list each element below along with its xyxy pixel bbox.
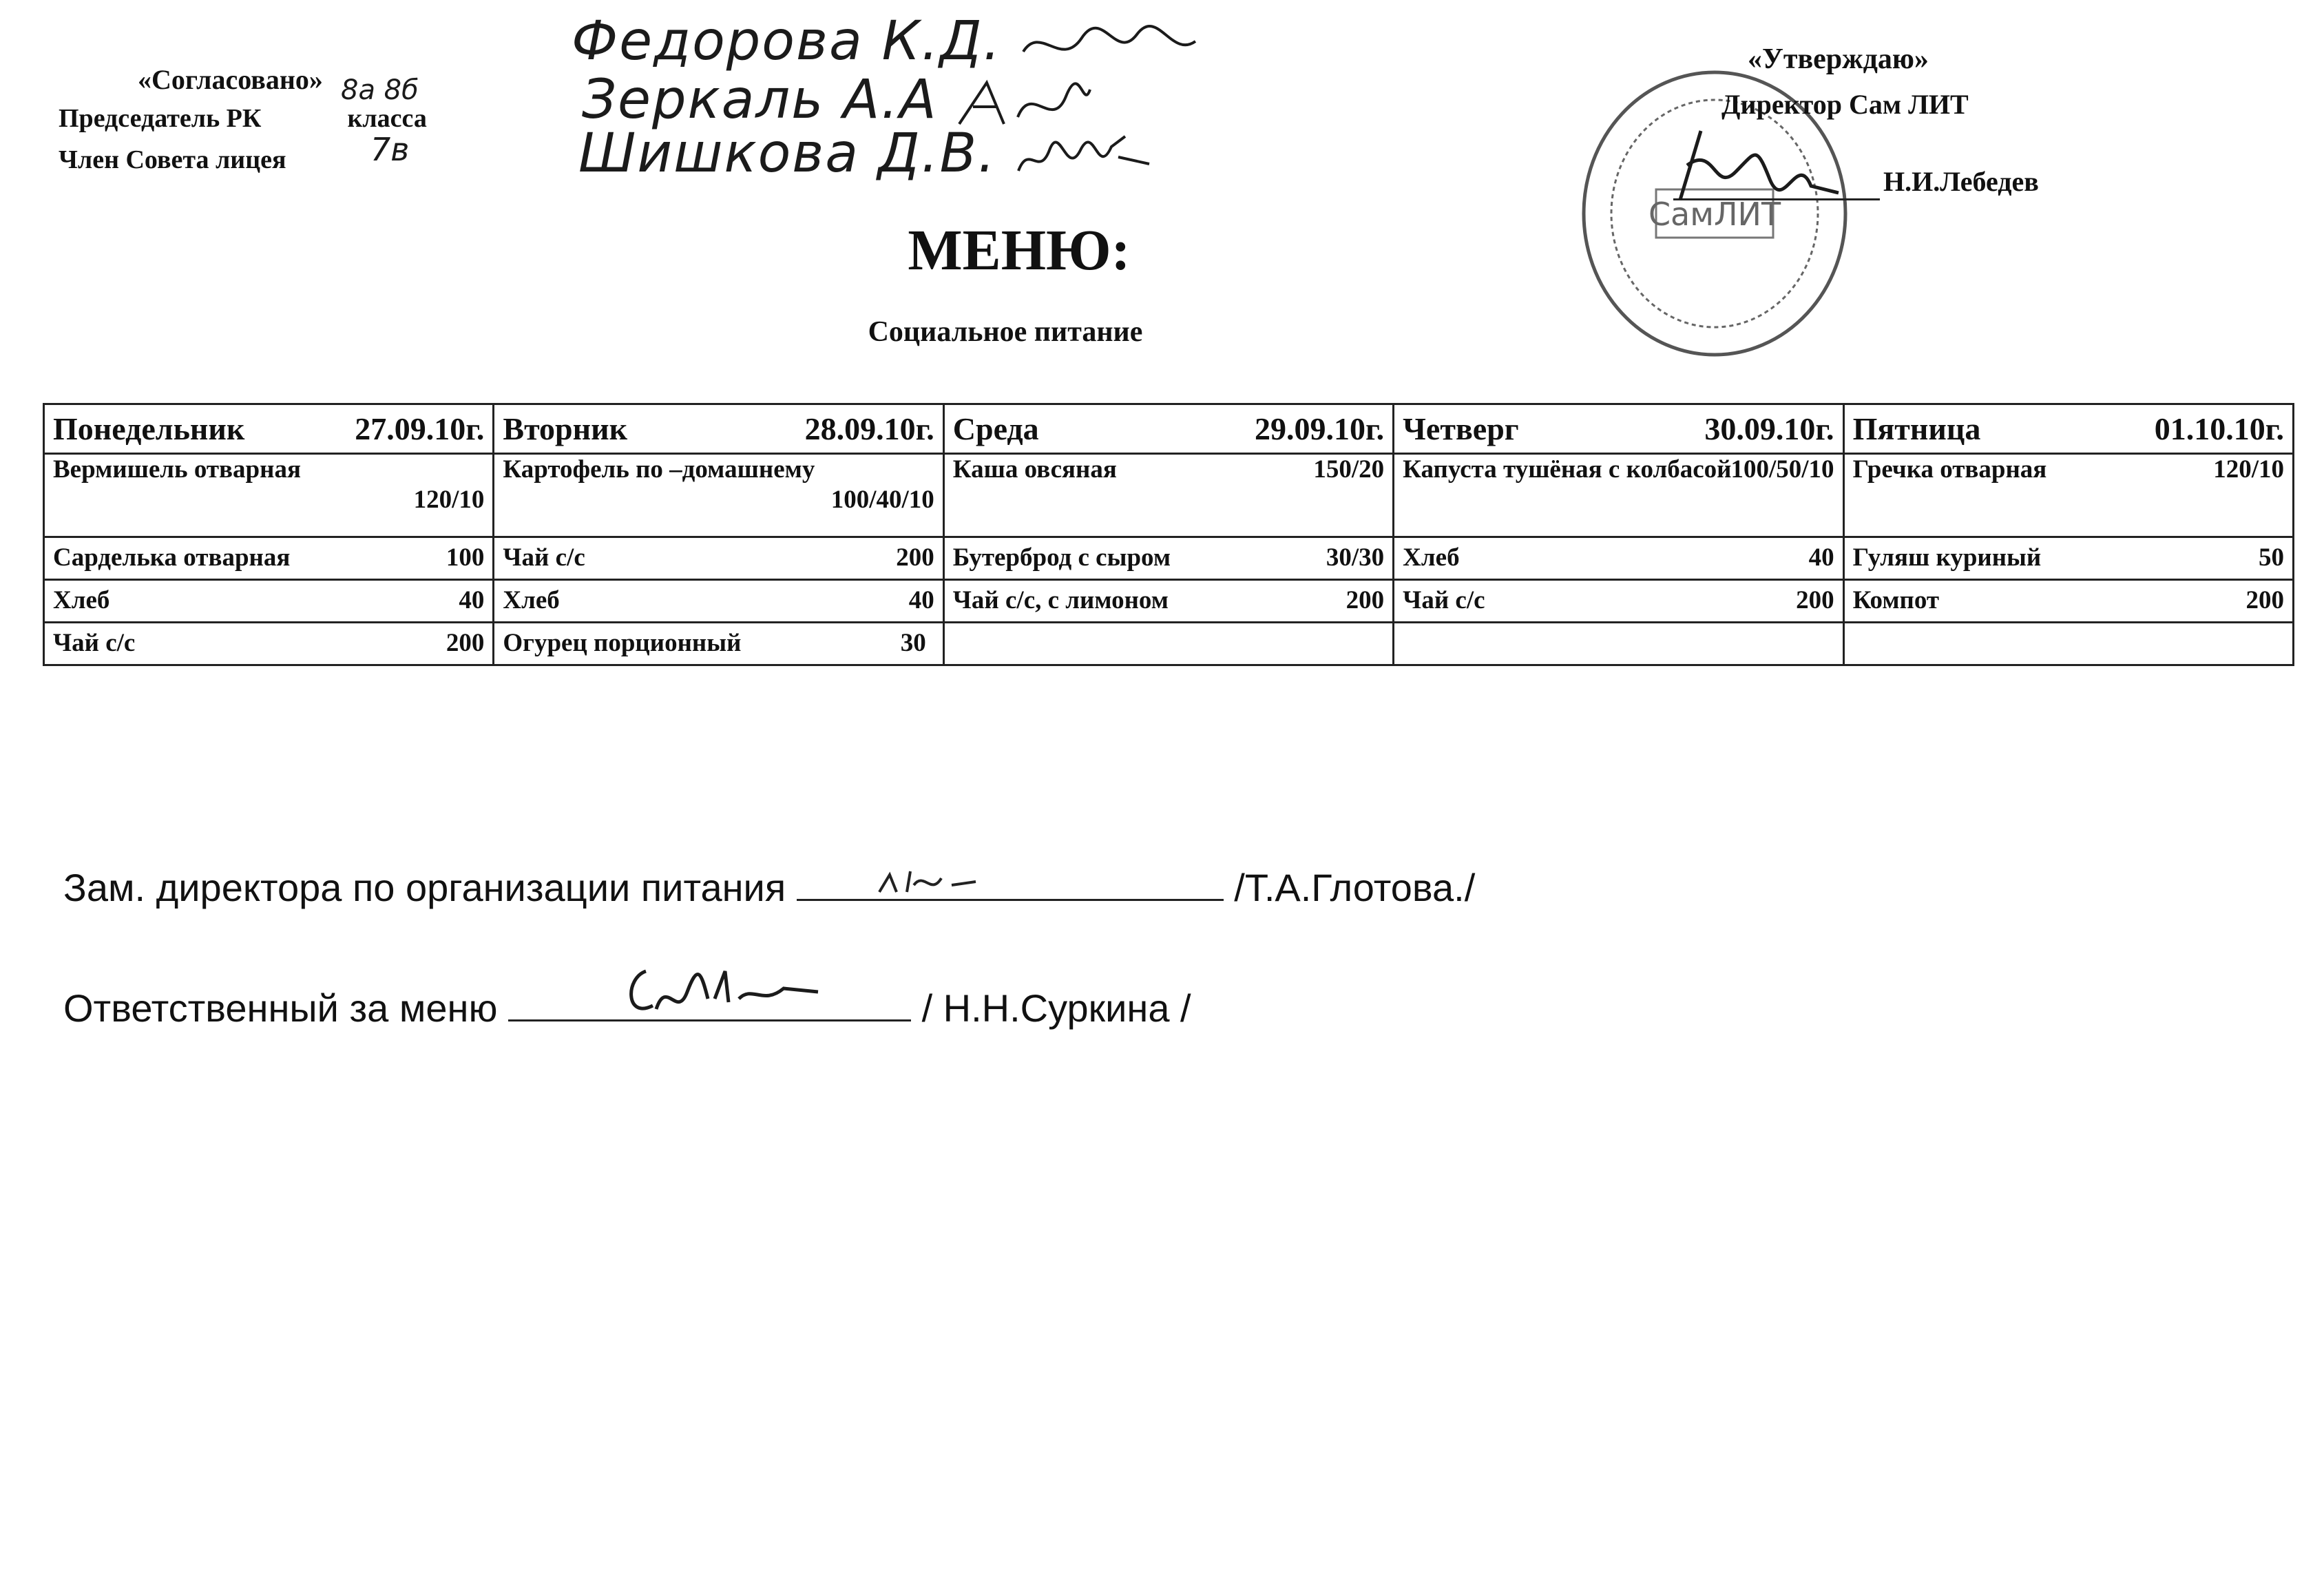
menu-cell: Капуста тушёная с колбасой 100/50/10 <box>1394 454 1843 537</box>
signature-scribble-1 <box>1020 21 1199 69</box>
director-signature <box>1673 124 1852 207</box>
deputy-signature-line <box>63 864 1475 910</box>
director-name: Н.И.Лебедев <box>1883 166 2039 197</box>
chair-class-handwritten: 8а 8б <box>341 74 419 106</box>
menu-cell: Картофель по –домашнему 100/40/10 <box>494 454 943 537</box>
menu-cell: Чай с/с 200 <box>494 537 943 579</box>
page-subtitle: Социальное питание <box>868 316 1143 348</box>
chair-class-suffix: класса <box>347 104 427 133</box>
menu-cell: Гуляш куриный 50 <box>1843 537 2293 579</box>
chair-label: Председатель РК <box>59 104 262 133</box>
chair-line <box>59 103 427 134</box>
menu-cell: Хлеб 40 <box>44 579 494 622</box>
deputy-signature <box>872 864 983 899</box>
signature-scribble-3 <box>1015 129 1153 185</box>
deputy-label: Зам. директора по организации питания <box>63 866 786 909</box>
day-header-wednesday: Среда 29.09.10г. <box>943 404 1393 454</box>
signature-fedorova: Федорова К.Д. <box>572 10 1199 72</box>
menu-table <box>43 403 2294 666</box>
menu-cell: Сарделька отварная 100 <box>44 537 494 579</box>
menu-cell-empty <box>943 622 1393 665</box>
day-header-tuesday: Вторник 28.09.10г. <box>494 404 943 454</box>
table-row <box>44 454 2294 537</box>
menu-cell: Чай с/с 200 <box>44 622 494 665</box>
day-header-friday: Пятница 01.10.10г. <box>1843 404 2293 454</box>
menu-cell-empty <box>1843 622 2293 665</box>
responsible-signature <box>625 957 832 1026</box>
menu-cell: Хлеб 40 <box>1394 537 1843 579</box>
responsible-label: Ответственный за меню <box>63 986 498 1030</box>
signature-zerkal: Зеркаль А.А <box>582 69 1093 131</box>
menu-cell: Гречка отварная 120/10 <box>1843 454 2293 537</box>
menu-cell: Чай с/с 200 <box>1394 579 1843 622</box>
deputy-name: /Т.А.Глотова./ <box>1234 866 1476 909</box>
menu-cell: Вермишель отварная 120/10 <box>44 454 494 537</box>
menu-cell: Бутерброд с сыром 30/30 <box>943 537 1393 579</box>
menu-cell: Чай с/с, с лимоном 200 <box>943 579 1393 622</box>
menu-cell: Каша овсяная 150/20 <box>943 454 1393 537</box>
table-row <box>44 622 2294 665</box>
approve-heading: «Утверждаю» <box>1748 43 1929 75</box>
table-header-row <box>44 404 2294 454</box>
table-row <box>44 537 2294 579</box>
menu-cell: Огурец порционный 30 <box>494 622 943 665</box>
table-row <box>44 579 2294 622</box>
signature-shishkova: Шишкова Д.В. <box>578 123 1153 185</box>
responsible-signature-line <box>63 985 1191 1030</box>
menu-cell: Компот 200 <box>1843 579 2293 622</box>
svg-text:СамЛИТ: СамЛИТ <box>1648 196 1781 233</box>
responsible-signature-field <box>508 985 911 1021</box>
day-header-monday: Понедельник 27.09.10г. <box>44 404 494 454</box>
day-header-thursday: Четверг 30.09.10г. <box>1394 404 1843 454</box>
menu-cell-empty <box>1394 622 1843 665</box>
member-label: Член Совета лицея <box>59 145 286 174</box>
member-class-handwritten: 7в <box>370 131 410 168</box>
page-title: МЕНЮ: <box>908 218 1131 282</box>
director-title: Директор Сам ЛИТ <box>1721 89 1969 120</box>
deputy-signature-field <box>797 864 1224 901</box>
responsible-name: / Н.Н.Суркина / <box>921 986 1191 1030</box>
agreed-heading: «Согласовано» <box>138 64 323 95</box>
menu-cell: Хлеб 40 <box>494 579 943 622</box>
